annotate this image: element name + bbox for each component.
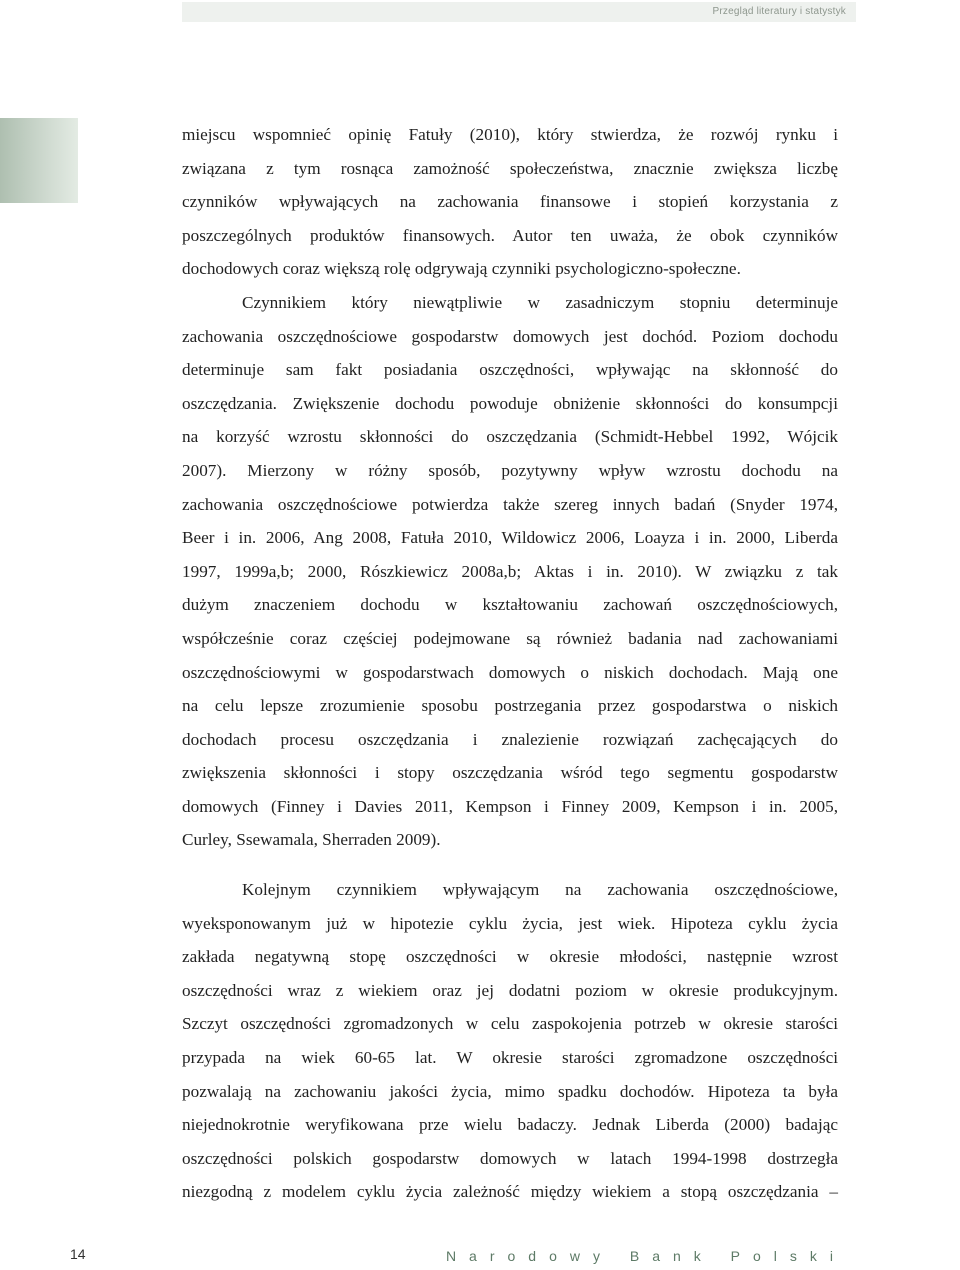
paragraph-2 (182, 286, 838, 857)
publisher-name: Narodowy Bank Polski (445, 1248, 846, 1264)
text-line: na korzyść wzrostu skłonności do oszczędzania (Schmidt-Hebbel 1992, Wójcik (182, 427, 838, 447)
text-line: poszczególnych produktów finansowych. Autor ten uważa, że obok czynników (182, 225, 838, 245)
running-header (182, 2, 856, 22)
text-line: Kolejnym czynnikiem wpływającym na zachowania oszczędnościowe, (242, 880, 838, 900)
page-number: 14 (70, 1246, 86, 1262)
text-line: związana z tym rosnąca zamożność społeczeństwa, znacznie zwiększa liczbę (182, 158, 838, 178)
text-line: pozwalają na zachowaniu jakości życia, mimo spadku dochodów. Hipoteza ta była (182, 1081, 838, 1101)
text-line: Czynnikiem który niewątpliwie w zasadniczym stopniu determinuje (242, 292, 838, 312)
text-line: oszczędzania. Zwiększenie dochodu powoduje obniżenie skłonności do konsumpcji (182, 393, 838, 413)
text-line: współcześnie coraz częściej podejmowane są również badania nad zachowaniami (182, 628, 838, 648)
text-line: przypada na wiek 60-65 lat. W okresie starości zgromadzone oszczędności (182, 1048, 838, 1068)
paragraph-1 (182, 118, 838, 286)
text-line: na celu lepsze zrozumienie sposobu postrzegania przez gospodarstwa o niskich (182, 696, 838, 716)
text-line: czynników wpływających na zachowania finansowe i stopień korzystania z (182, 192, 838, 212)
text-line: domowych (Finney i Davies 2011, Kempson i Finney 2009, Kempson i in. 2005, (182, 796, 838, 816)
text-line: 2007). Mierzony w różny sposób, pozytywny wpływ wzrostu dochodu na (182, 460, 838, 480)
text-line: oszczędności polskich gospodarstw domowych w latach 1994-1998 dostrzegła (182, 1148, 838, 1168)
text-line: dochodach procesu oszczędzania i znalezienie rozwiązań zachęcających do (182, 729, 838, 749)
text-line: miejscu wspomnieć opinię Fatuły (2010), który stwierdza, że rozwój rynku i (182, 125, 838, 144)
text-line: Beer i in. 2006, Ang 2008, Fatuła 2010, Wildowicz 2006, Loayza i in. 2000, Liberda (182, 528, 838, 548)
text-line: oszczędności wraz z wiekiem oraz jej dodatni poziom w okresie produkcyjnym. (182, 980, 838, 1000)
text-line: dochodowych coraz większą rolę odgrywają czynniki psychologiczno-społeczne. (182, 259, 741, 279)
text-line: Szczyt oszczędności zgromadzonych w celu zaspokojenia potrzeb w okresie starości (182, 1014, 838, 1034)
text-line: Curley, Ssewamala, Sherraden 2009). (182, 830, 441, 850)
text-line: niezgodną z modelem cyklu życia zależność między wiekiem a stopą oszczędzania – (182, 1182, 838, 1202)
text-line: zachowania oszczędnościowe potwierdza także szereg innych badań (Snyder 1974, (182, 494, 838, 514)
text-line: determinuje sam fakt posiadania oszczędności, wpływając na skłonność do (182, 360, 838, 380)
text-line: zwiększenia skłonności i stopy oszczędzania wśród tego segmentu gospodarstw (182, 763, 838, 783)
text-line: oszczędnościowymi w gospodarstwach domowych o niskich dochodach. Mają one (182, 662, 838, 682)
text-line: zakłada negatywną stopę oszczędności w okresie młodości, następnie wzrost (182, 947, 838, 967)
section-title: Przegląd literatury i statystyk (712, 6, 846, 17)
text-line: niejednokrotnie weryfikowana prze wielu badaczy. Jednak Liberda (2000) badając (182, 1115, 838, 1135)
page-body (182, 118, 838, 1209)
text-line: wyeksponowanym już w hipotezie cyklu życia, jest wiek. Hipoteza cyklu życia (182, 913, 838, 933)
text-line: 1997, 1999a,b; 2000, Rószkiewicz 2008a,b; Aktas i in. 2010). W związku z tak (182, 561, 838, 581)
text-line: dużym znaczeniem dochodu w kształtowaniu zachowań oszczędnościowych, (182, 595, 838, 615)
margin-decoration (0, 118, 78, 203)
paragraph-3 (182, 873, 838, 1209)
text-line: zachowania oszczędnościowe gospodarstw domowych jest dochód. Poziom dochodu (182, 326, 838, 346)
